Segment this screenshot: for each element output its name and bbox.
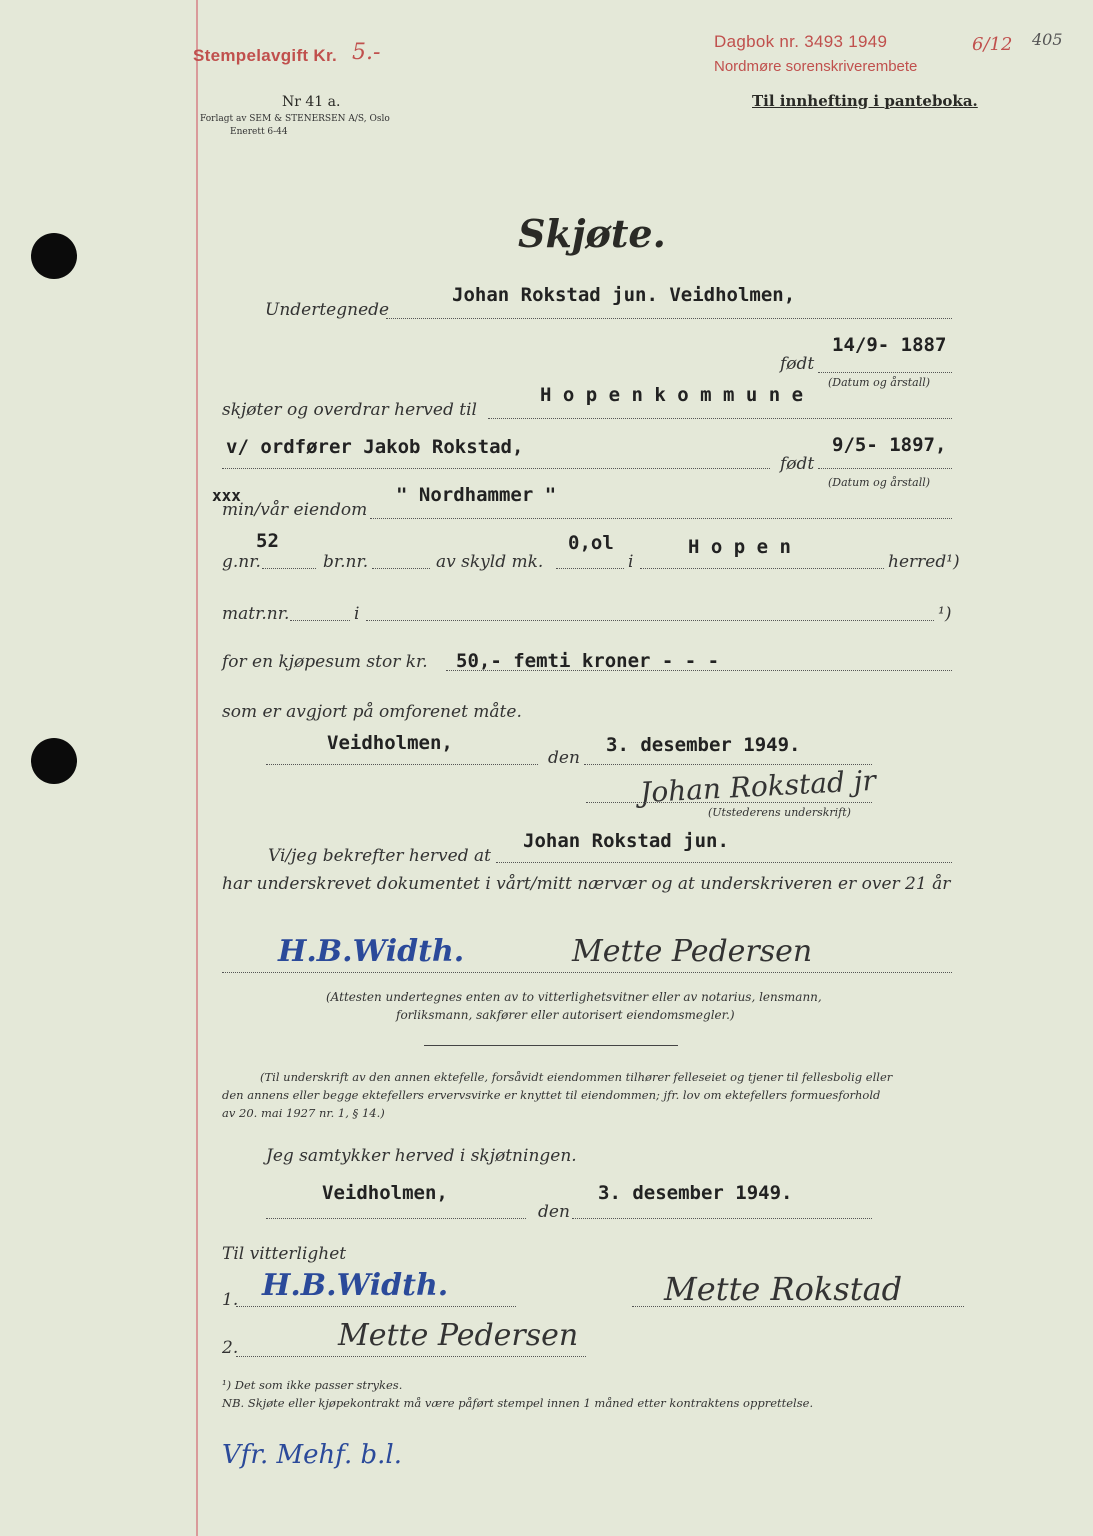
brnr-label: br.nr.	[323, 552, 369, 572]
place-line-2	[266, 1218, 526, 1219]
buyer-line-2	[222, 468, 770, 469]
punch-hole-bottom	[31, 738, 77, 784]
witness-1-signature: H.B.Width.	[262, 1268, 449, 1303]
gnr-label: g.nr.	[222, 552, 261, 572]
place-line-1	[266, 764, 538, 765]
dagbok-number: Dagbok nr. 3493 1949	[714, 32, 888, 51]
date-2: 3. desember 1949.	[598, 1182, 793, 1204]
den-label-2: den	[538, 1202, 570, 1222]
publisher-ref: Enerett 6-44	[230, 127, 288, 137]
witness-1-line	[236, 1306, 516, 1307]
court-office: Nordmøre sorenskriverembete	[714, 58, 918, 75]
price-label: for en kjøpesum stor kr.	[222, 652, 428, 672]
attest-note-2: forliksmann, sakfører eller autorisert eiendomsmegler.)	[396, 1008, 735, 1022]
buyer-representative: v/ ordfører Jakob Rokstad,	[226, 436, 524, 458]
witness-signature-2: Mette Pedersen	[572, 934, 813, 969]
xxx-strike: xxx	[212, 486, 241, 505]
publisher: Forlagt av SEM & STENERSEN A/S, Oslo	[200, 114, 390, 124]
buyer-line-1	[488, 418, 952, 419]
footnote-1: ¹) Det som ikke passer strykes.	[222, 1378, 403, 1392]
place-1: Veidholmen,	[327, 732, 453, 754]
issuer-sig-caption: (Utstederens underskrift)	[708, 806, 851, 819]
skyld-label: av skyld mk.	[436, 552, 544, 572]
dagbok-extra: 6/12	[972, 34, 1013, 55]
place-2: Veidholmen,	[322, 1182, 448, 1204]
gnr-value: 52	[256, 530, 279, 552]
signature-line	[586, 802, 872, 803]
date-line-1	[584, 764, 872, 765]
undersigned-label: Undertegnede	[265, 300, 390, 320]
skyld-line	[556, 568, 624, 569]
seller-line	[386, 318, 952, 319]
gnr-line	[262, 568, 316, 569]
witness-2-line	[236, 1356, 586, 1357]
seller-name: Johan Rokstad jun. Veidholmen,	[452, 284, 796, 306]
born-line-2	[818, 468, 952, 469]
punch-hole-top	[31, 233, 77, 279]
spouse-line	[632, 1306, 964, 1307]
herred-place: H o p e n	[688, 536, 791, 558]
witness-1-number: 1.	[222, 1290, 239, 1310]
property-name: " Nordhammer "	[396, 484, 557, 506]
witness-confirm-line2: har underskrevet dokumentet i vårt/mitt nærvær og at underskriveren er over 21 år	[222, 874, 951, 894]
born-label-2: født	[780, 454, 815, 474]
spouse-signature: Mette Rokstad	[664, 1270, 903, 1308]
stamp-duty-value: 5.-	[352, 40, 381, 65]
witness-confirm-line	[496, 862, 952, 863]
witness-sig-line	[222, 972, 952, 973]
date-1: 3. desember 1949.	[606, 734, 801, 756]
matr-label: matr.nr.	[222, 604, 290, 624]
buyer-born: 9/5- 1897,	[832, 434, 947, 456]
attest-note-1: (Attesten undertegnes enten av to vitterlighetsvitner eller av notarius, lensmann,	[326, 990, 822, 1004]
bottom-handwritten-note: Vfr. Mehf. b.l.	[222, 1440, 402, 1470]
den-label-1: den	[548, 748, 580, 768]
date-caption-1: (Datum og årstall)	[828, 376, 931, 389]
matr-line-2	[366, 620, 934, 621]
price-value: 50,- femti kroner - - -	[456, 650, 720, 672]
witness-2-number: 2.	[222, 1338, 239, 1358]
consent-text: Jeg samtykker herved i skjøtningen.	[266, 1146, 577, 1166]
matr-i: i	[354, 604, 360, 624]
brnr-line	[372, 568, 430, 569]
document-title: Skjøte.	[518, 211, 666, 256]
transfer-label: skjøter og overdrar herved til	[222, 400, 477, 420]
born-label-1: født	[780, 354, 815, 374]
herred-label: herred¹)	[888, 552, 960, 572]
attach-note: Til innhefting i panteboka.	[752, 92, 978, 110]
property-line	[370, 518, 952, 519]
separator	[424, 1045, 678, 1046]
date-line-2	[572, 1218, 872, 1219]
date-caption-2: (Datum og årstall)	[828, 476, 931, 489]
margin-rule	[196, 0, 198, 1536]
spouse-note-3: av 20. mai 1927 nr. 1, § 14.)	[222, 1106, 385, 1120]
witness-header: Til vitterlighet	[222, 1244, 347, 1264]
settled-text: som er avgjort på omforenet måte.	[222, 702, 522, 722]
folio-number: 405	[1032, 30, 1063, 49]
born-line-1	[818, 372, 952, 373]
form-number: Nr 41 a.	[282, 94, 341, 110]
skyld-value: 0,ol	[568, 532, 614, 554]
buyer-name: H o p e n k o m m u n e	[540, 384, 804, 406]
stamp-duty-label: Stempelavgift Kr.	[193, 46, 337, 65]
i-label: i	[628, 552, 634, 572]
seller-signature-text: Johan Rokstad jr	[639, 763, 877, 810]
footnote-2: NB. Skjøte eller kjøpekontrakt må være påført stempel innen 1 måned etter kontraktens opprettelse.	[222, 1396, 814, 1410]
property-label: min/vår eiendom	[222, 500, 368, 520]
seller-born: 14/9- 1887	[832, 334, 947, 356]
herred-line	[640, 568, 884, 569]
spouse-note-1: (Til underskrift av den annen ektefelle, forsåvidt eiendommen tilhører felleseiet og tjener til fellesbolig eller	[260, 1070, 893, 1084]
seller-typed-name: Johan Rokstad jun.	[523, 830, 729, 852]
witness-confirm-label: Vi/jeg bekrefter herved at	[268, 846, 491, 866]
spouse-note-2: den annens eller begge ektefellers ervervsvirke er knyttet til eiendommen; jfr. lov om ektefellers formuesforhold	[222, 1088, 881, 1102]
witness-2-signature: Mette Pedersen	[338, 1318, 579, 1353]
matr-note: ¹)	[938, 604, 952, 624]
witness-signature-1: H.B.Width.	[278, 934, 465, 969]
matr-line	[290, 620, 350, 621]
